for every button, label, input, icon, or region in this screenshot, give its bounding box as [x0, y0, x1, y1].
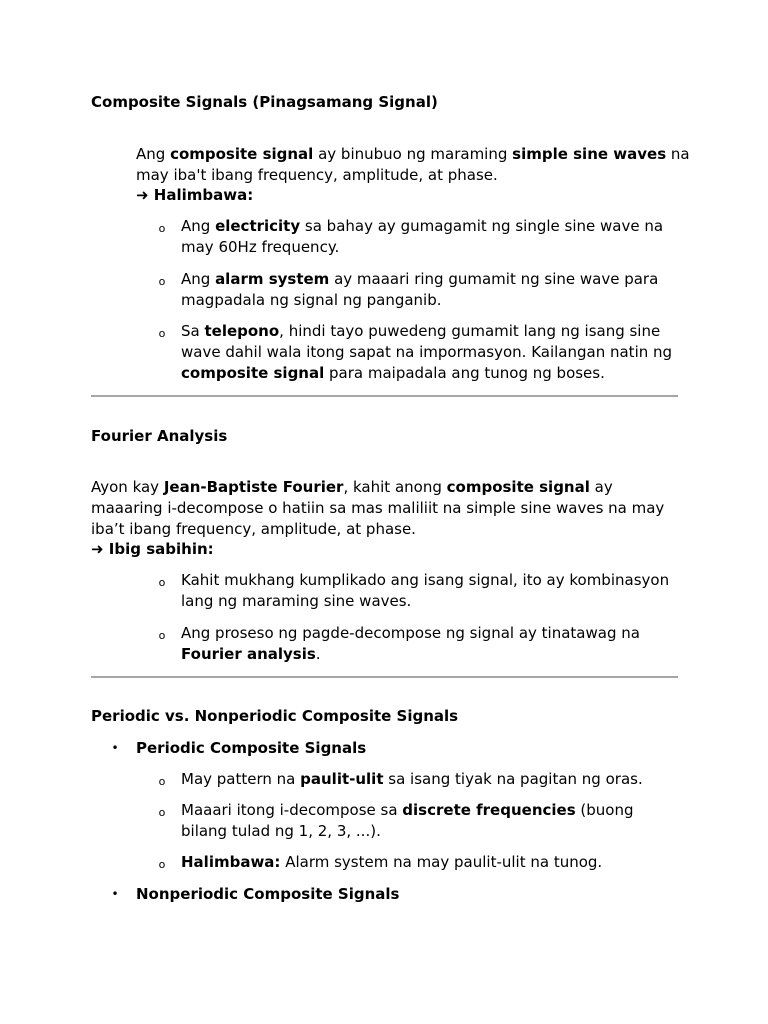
item-bold-term: paulit-ulit: [300, 770, 384, 788]
item-text: Ang proseso ng pagde-decompose ng signal ay tinatawag na: [181, 624, 640, 642]
section-heading-fourier: Fourier Analysis: [91, 427, 228, 445]
item-text: sa isang tiyak na pagitan ng oras.: [383, 770, 643, 788]
list-bullet: o: [158, 629, 166, 642]
intro-text: ay binubuo ng maraming: [313, 145, 513, 163]
divider: [91, 676, 678, 678]
intro-text: ay maaaring i-decompose o hatiin sa mas maliliit na simple sine waves na may iba’t ibang frequency, amplitude, at phase.: [91, 478, 665, 538]
item-text: Alarm system na may paulit-ulit na tunog.: [280, 853, 603, 871]
intro-bold-term: composite signal: [170, 145, 314, 163]
periodic-subheading: Periodic Composite Signals: [136, 739, 367, 757]
list-bullet: o: [158, 858, 166, 871]
item-text: May pattern na: [181, 770, 301, 788]
divider: [91, 395, 678, 397]
item-bold-term: Halimbawa:: [181, 853, 281, 871]
item-text: para maipadala ang tunog ng boses.: [324, 363, 605, 382]
item-text: .: [315, 644, 321, 663]
item-bold-term: discrete frequencies: [402, 801, 576, 819]
list-bullet: •: [111, 887, 119, 901]
list-bullet: •: [111, 741, 119, 755]
item-text: ay maaari ring gumamit ng sine wave para magpadala ng signal ng panganib.: [181, 270, 659, 309]
section-heading-periodic: Periodic vs. Nonperiodic Composite Signals: [91, 707, 459, 725]
item-text: Kahit mukhang kumplikado ang isang signal, ito ay kombinasyon lang ng maraming sine waves.: [181, 571, 670, 610]
item-text: sa bahay ay gumagamit ng single sine wave na may 60Hz frequency.: [181, 217, 664, 256]
list-item-halimbawa-alarm: [181, 852, 681, 873]
composite-intro-paragraph: [136, 144, 696, 186]
list-bullet: o: [158, 576, 166, 589]
list-bullet: o: [158, 222, 166, 235]
item-bold-term: telepono: [204, 322, 280, 340]
list-bullet: o: [158, 775, 166, 788]
nonperiodic-subheading: Nonperiodic Composite Signals: [136, 885, 400, 903]
item-text: Maaari itong i-decompose sa: [181, 801, 403, 819]
item-bold-term: composite signal: [181, 363, 325, 382]
fourier-intro-paragraph: [91, 477, 681, 539]
list-item-electricity: [181, 216, 681, 258]
item-text: Ang: [181, 270, 216, 288]
list-item-kombinasyon: [181, 570, 681, 612]
example-label: ➜ Halimbawa:: [136, 186, 254, 204]
list-bullet: o: [158, 275, 166, 288]
intro-text: Ang: [136, 145, 171, 163]
ibig-sabihin-label: ➜ Ibig sabihin:: [91, 540, 214, 558]
intro-bold-term: simple sine waves: [512, 145, 667, 163]
section-heading-composite: Composite Signals (Pinagsamang Signal): [91, 93, 438, 111]
intro-text: na may iba't ibang frequency, amplitude, at phase.: [136, 145, 690, 184]
item-bold-term: alarm system: [215, 270, 330, 288]
intro-bold-term: Jean-Baptiste Fourier: [163, 478, 344, 496]
list-item-fourier-analysis: [181, 623, 681, 665]
item-text: Ang: [181, 217, 216, 235]
list-bullet: o: [158, 806, 166, 819]
item-text: (buong bilang tulad ng 1, 2, 3, ...).: [181, 801, 634, 840]
list-item-paulit-ulit: [181, 769, 681, 790]
item-text: , hindi tayo puwedeng gumamit lang ng isang sine wave dahil wala itong sapat na impormasyon. Kailangan natin ng: [181, 322, 673, 361]
list-bullet: o: [158, 327, 166, 340]
intro-text: Ayon kay: [91, 478, 164, 496]
item-text: Sa: [181, 322, 205, 340]
intro-bold-term: composite signal: [446, 478, 590, 496]
list-item-alarm-system: [181, 269, 681, 311]
list-item-discrete-frequencies: [181, 800, 681, 842]
item-bold-term: Fourier analysis: [181, 644, 316, 663]
list-item-telepono: [181, 321, 681, 383]
intro-text: , kahit anong: [343, 478, 447, 496]
item-bold-term: electricity: [215, 217, 301, 235]
